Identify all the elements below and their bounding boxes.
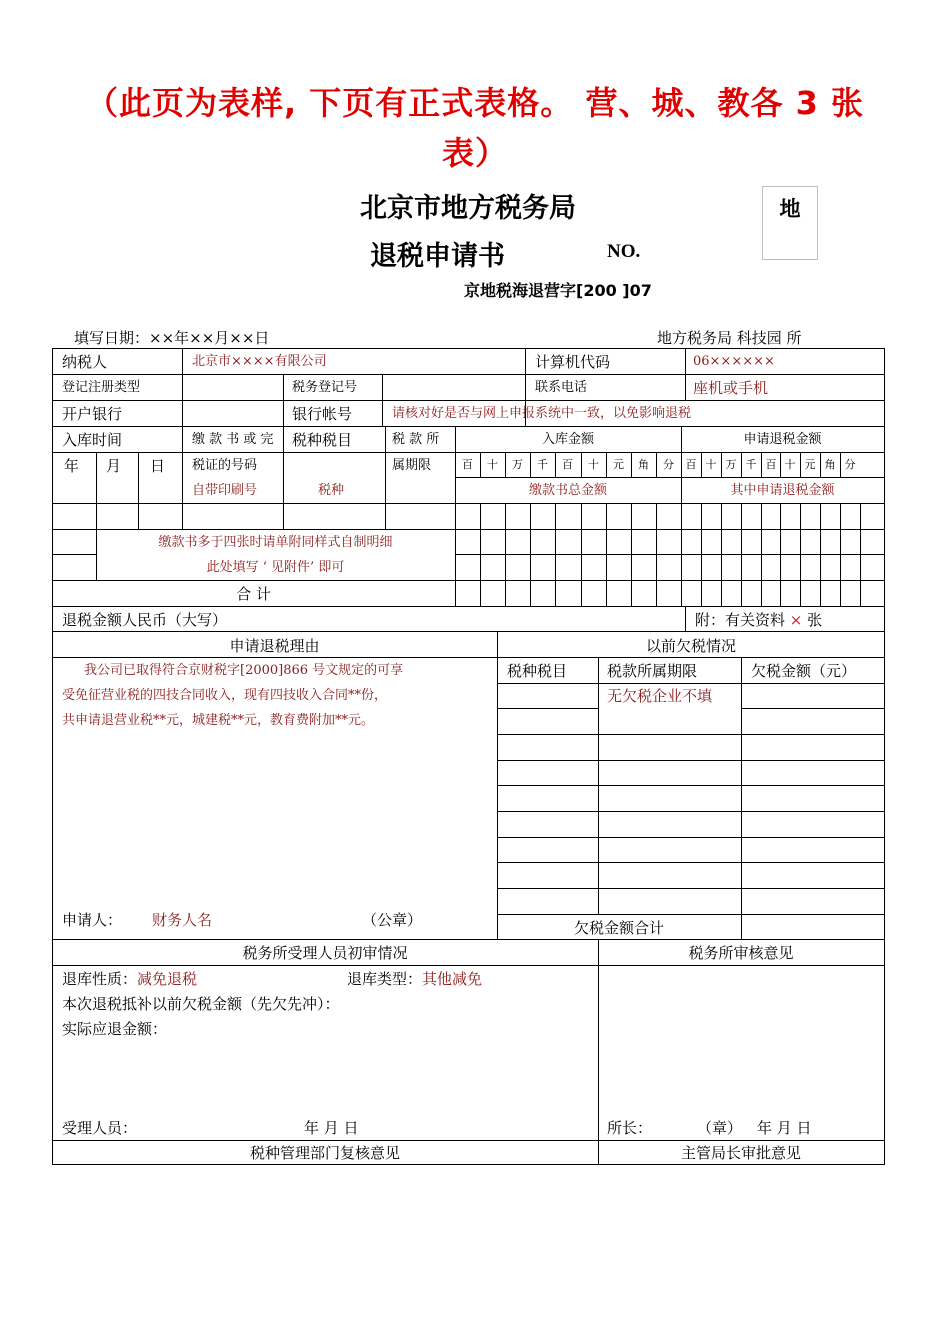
office-review-title: 税务所审核意见 bbox=[688, 944, 794, 962]
reference-number: 京地税海退营字[200 ]07 bbox=[464, 281, 652, 300]
tax-period-label-2: 属期限 bbox=[392, 458, 432, 473]
arrears-note: 无欠税企业不填 bbox=[607, 687, 713, 705]
tax-item-label: 税种税目 bbox=[292, 431, 353, 449]
computer-code-label: 计算机代码 bbox=[535, 353, 611, 371]
actual-refund-label: 实际应退金额： bbox=[62, 1020, 168, 1038]
digit-label: 百 bbox=[462, 458, 473, 471]
sample-notice-line1: （此页为表样, 下页有正式表格。 营、城、教各 3 张 bbox=[86, 84, 864, 122]
digit-label: 百 bbox=[765, 458, 777, 471]
fill-date: 填写日期：××年××月××日 bbox=[74, 329, 270, 347]
account-note: 请核对好是否与网上申报系统中一致，以免影响退税 bbox=[392, 406, 692, 421]
applicant-value[interactable]: 财务人名 bbox=[152, 911, 213, 929]
stamp-box: 地 bbox=[762, 186, 818, 260]
digit-label: 分 bbox=[663, 458, 674, 471]
taxpayer-label: 纳税人 bbox=[62, 353, 108, 371]
detail-total-label: 合 计 bbox=[236, 585, 271, 603]
digit-label: 十 bbox=[588, 458, 599, 471]
year-label: 年 bbox=[64, 457, 80, 475]
arrears-col-tax-item: 税种税目 bbox=[507, 662, 568, 680]
chief-label: 所长： bbox=[607, 1119, 653, 1137]
reason-text-3: 共申请退营业税**元，城建税**元，教育费附加**元。 bbox=[62, 713, 375, 728]
handler-date: 年 月 日 bbox=[304, 1119, 359, 1137]
digit-label: 角 bbox=[638, 458, 649, 471]
initial-review-title: 税务所受理人员初审情况 bbox=[242, 944, 408, 962]
handler-label: 受理人员： bbox=[62, 1119, 138, 1137]
digit-label: 十 bbox=[705, 458, 717, 471]
refund-nature: 退库性质：减免退税 bbox=[62, 970, 198, 988]
chief-seal: （章） bbox=[697, 1119, 743, 1137]
digit-label: 元 bbox=[804, 458, 816, 471]
form-number-label: NO. bbox=[607, 241, 641, 262]
director-approval-title: 主管局长审批意见 bbox=[680, 1144, 801, 1162]
digit-label: 百 bbox=[562, 458, 573, 471]
account-label: 银行帐号 bbox=[292, 405, 353, 423]
sample-notice bbox=[40, 78, 910, 178]
attachments-label: 附：有关资料 × 张 bbox=[695, 611, 823, 629]
arrears-col-period: 税款所属期限 bbox=[607, 662, 698, 680]
tax-period-label-1: 税 款 所 bbox=[392, 432, 440, 447]
hint-more-forms-1: 缴款书多于四张时请单附同样式自制明细 bbox=[158, 535, 393, 550]
digit-label: 元 bbox=[613, 458, 624, 471]
ruku-amount-label: 入库金额 bbox=[541, 432, 594, 447]
payment-number-label-1: 缴 款 书 或 完 bbox=[192, 432, 274, 447]
sample-notice-line2: 表） bbox=[441, 134, 508, 172]
registration-type-label: 登记注册类型 bbox=[62, 380, 141, 395]
hint-total-amount: 缴款书总金额 bbox=[528, 483, 607, 498]
computer-code-value[interactable]: 06×××××× bbox=[693, 354, 775, 369]
chief-date: 年 月 日 bbox=[757, 1119, 812, 1137]
form-title: 退税申请书 bbox=[370, 241, 505, 272]
tax-registration-label: 税务登记号 bbox=[292, 380, 358, 395]
hint-tax-type: 税种 bbox=[318, 483, 345, 498]
arrears-title: 以前欠税情况 bbox=[645, 637, 736, 655]
digit-label: 万 bbox=[725, 458, 737, 471]
org-title: 北京市地方税务局 bbox=[360, 193, 576, 224]
month-label: 月 bbox=[106, 457, 122, 475]
day-label: 日 bbox=[150, 457, 166, 475]
hint-print-number: 自带印刷号 bbox=[192, 483, 258, 498]
digit-label: 角 bbox=[824, 458, 836, 471]
reason-title: 申请退税理由 bbox=[229, 637, 320, 655]
tax-office: 地方税务局 科技园 所 bbox=[657, 329, 802, 347]
applicant-label: 申请人： bbox=[62, 911, 123, 929]
digit-label: 万 bbox=[512, 458, 523, 471]
dept-review-title: 税种管理部门复核意见 bbox=[249, 1144, 400, 1162]
ruku-time-label: 入库时间 bbox=[62, 431, 123, 449]
digit-label: 十 bbox=[487, 458, 498, 471]
hint-refund-amount: 其中申请退税金额 bbox=[730, 483, 835, 498]
refund-amount-words-label: 退税金额人民币（大写） bbox=[62, 611, 228, 629]
company-seal-label: （公章） bbox=[362, 911, 423, 929]
phone-label: 联系电话 bbox=[535, 380, 588, 395]
digit-label: 十 bbox=[784, 458, 796, 471]
offset-amount-label: 本次退税抵补以前欠税金额（先欠先冲）： bbox=[62, 995, 340, 1013]
refund-amount-label: 申请退税金额 bbox=[743, 432, 822, 447]
arrears-total-label: 欠税金额合计 bbox=[573, 919, 664, 937]
reason-text-2: 受免征营业税的四技合同收入，现有四技收入合同**份， bbox=[62, 688, 388, 703]
reason-text-1: 我公司已取得符合京财税字[2000]866 号文规定的可享 bbox=[84, 663, 404, 678]
digit-label: 百 bbox=[685, 458, 697, 471]
digit-label: 千 bbox=[537, 458, 548, 471]
phone-value[interactable]: 座机或手机 bbox=[693, 379, 769, 397]
arrears-col-amount: 欠税金额（元） bbox=[751, 662, 857, 680]
digit-label: 千 bbox=[745, 458, 757, 471]
refund-type: 退库类型：其他减免 bbox=[347, 970, 483, 988]
bank-label: 开户银行 bbox=[62, 405, 123, 423]
digit-label: 分 bbox=[844, 458, 856, 471]
hint-more-forms-2: 此处填写 ‘ 见附件’ 即可 bbox=[206, 560, 345, 575]
taxpayer-value[interactable]: 北京市××××有限公司 bbox=[192, 354, 327, 369]
payment-number-label-2: 税证的号码 bbox=[192, 458, 258, 473]
